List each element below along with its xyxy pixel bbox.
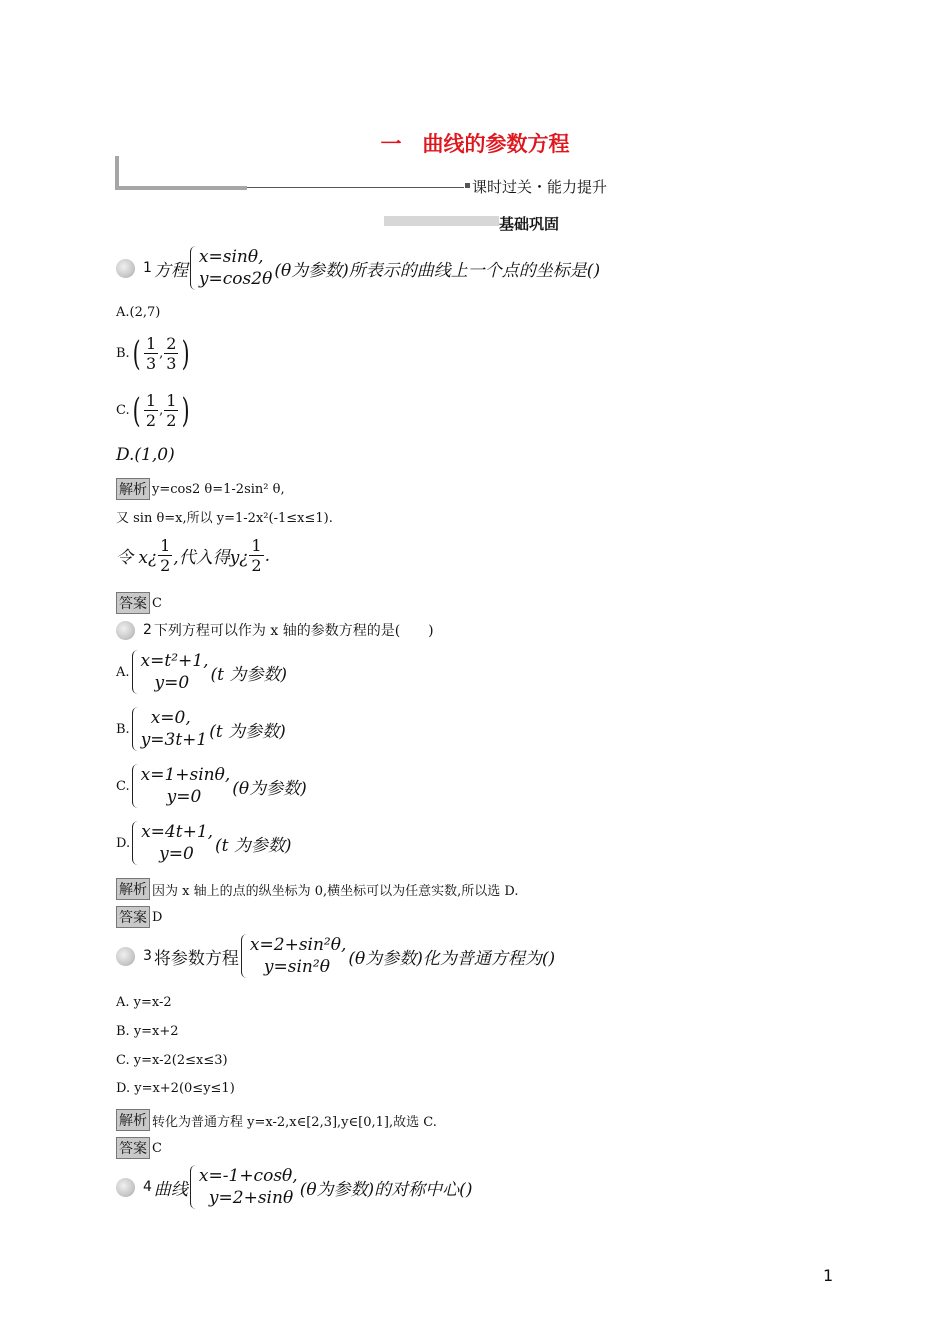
fraction: $\frac{2}{3}$ bbox=[166, 334, 177, 373]
question-4: 4 曲线 x=-1+cosθ, y=2+sinθ (θ为参数)的对称中心() bbox=[116, 1165, 472, 1209]
equation-line: y=cos2θ bbox=[198, 269, 273, 289]
answer-3: 答案 C bbox=[116, 1137, 162, 1159]
question-lead: 方程 bbox=[153, 260, 188, 281]
option-d: D. y=x+2(0≤y≤1) bbox=[116, 1081, 235, 1096]
analysis-tag: 解析 bbox=[116, 878, 150, 900]
option-b: B. y=x+2 bbox=[116, 1024, 179, 1039]
question-number: 3 bbox=[143, 948, 152, 964]
header-decoration bbox=[115, 156, 247, 190]
option-label: C. bbox=[116, 403, 130, 418]
subsection-label: 基础巩固 bbox=[499, 215, 560, 233]
option-label: B. bbox=[116, 346, 130, 361]
question-1 bbox=[116, 246, 600, 290]
question-lead: 曲线 bbox=[153, 1179, 188, 1200]
analysis-tag: 解析 bbox=[116, 478, 150, 500]
question-marker-icon bbox=[116, 621, 135, 640]
question-2 bbox=[116, 620, 434, 640]
fraction: $\frac{1}{2}$ bbox=[160, 536, 171, 575]
answer-2: 答案 D bbox=[116, 906, 162, 928]
equation-system bbox=[190, 246, 272, 290]
option-d: D.(1,0) bbox=[116, 445, 175, 465]
subsection-bar bbox=[384, 216, 499, 226]
page-title: 一 曲线的参数方程 bbox=[380, 132, 570, 156]
question-tail: (θ为参数)的对称中心() bbox=[299, 1179, 473, 1200]
option-c: C. ( $\frac{1}{2}$ , $\frac{1}{2}$ ) bbox=[116, 390, 191, 431]
option-a: A. y=x-2 bbox=[116, 995, 172, 1010]
option-c: C. y=x-2(2≤x≤3) bbox=[116, 1053, 228, 1068]
section-label: 课时过关・能力提升 bbox=[472, 178, 608, 196]
option-c: C. x=1+sinθ, y=0 (θ为参数) bbox=[116, 765, 307, 807]
question-marker-icon bbox=[116, 259, 135, 278]
question-number: 4 bbox=[143, 1179, 152, 1195]
answer-tag: 答案 bbox=[116, 592, 150, 614]
analysis-3: 解析 转化为普通方程 y=x-2,x∈[2,3],y∈[0,1],故选 C. bbox=[116, 1109, 437, 1131]
analysis-1-line3: 令 x¿ $\frac{1}{2}$ ,代入得y¿ $\frac{1}{2}$ . bbox=[116, 536, 271, 575]
answer-tag: 答案 bbox=[116, 906, 150, 928]
fraction: $\frac{1}{3}$ bbox=[145, 334, 157, 373]
question-lead: 下列方程可以作为 x 轴的参数方程的是( ) bbox=[153, 623, 434, 639]
option-a: A.(2,7) bbox=[116, 305, 161, 320]
page-number: 1 bbox=[823, 1266, 834, 1285]
header-rule bbox=[247, 187, 464, 188]
fraction: $\frac{1}{2}$ bbox=[145, 391, 157, 430]
question-3: 3 将参数方程 x=2+sin²θ, y=sin²θ (θ为参数)化为普通方程为() bbox=[116, 934, 555, 978]
question-tail: (θ为参数)化为普通方程为() bbox=[348, 948, 556, 969]
question-tail: (θ为参数)所表示的曲线上一个点的坐标是() bbox=[274, 260, 601, 281]
question-number: 2 bbox=[143, 622, 152, 638]
answer-1: 答案 C bbox=[116, 592, 162, 614]
question-lead: 将参数方程 bbox=[153, 948, 239, 969]
question-marker-icon bbox=[116, 1178, 135, 1197]
question-number: 1 bbox=[143, 260, 152, 276]
option-b: B. x=0, y=3t+1 (t 为参数) bbox=[116, 708, 286, 750]
option-a: A. x=t²+1, y=0 (t 为参数) bbox=[116, 651, 287, 693]
option-b: B. ( $\frac{1}{3}$ , $\frac{2}{3}$ ) bbox=[116, 333, 191, 374]
analysis-tag: 解析 bbox=[116, 1109, 150, 1131]
option-d: D. x=4t+1, y=0 (t 为参数) bbox=[116, 822, 292, 864]
analysis-1-line2: 又 sin θ=x,所以 y=1-2x²(-1≤x≤1). bbox=[116, 511, 333, 526]
fraction: $\frac{1}{2}$ bbox=[251, 536, 262, 575]
fraction: $\frac{1}{2}$ bbox=[166, 391, 177, 430]
bullet-square-icon bbox=[465, 183, 470, 188]
analysis-2: 解析 因为 x 轴上的点的纵坐标为 0,横坐标可以为任意实数,所以选 D. bbox=[116, 878, 519, 900]
answer-tag: 答案 bbox=[116, 1137, 150, 1159]
equation-line: x=sinθ, bbox=[198, 247, 264, 267]
question-marker-icon bbox=[116, 947, 135, 966]
analysis-1: 解析 y=cos2 θ=1-2sin² θ, bbox=[116, 478, 285, 500]
